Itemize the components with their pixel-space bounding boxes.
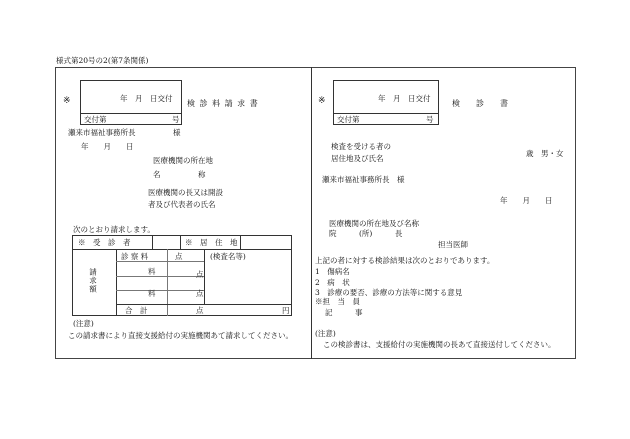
left-honorific: 様	[173, 128, 181, 137]
left-representative-line2: 者及び代表者の氏名	[148, 200, 216, 209]
form-number-label: 様式第20号の2(第7条関係)	[56, 56, 149, 65]
row-label-total: 合 計	[125, 306, 148, 315]
right-note-text: この検診書は、支援給付の実施機関の長あて直接送付してください。	[323, 340, 556, 349]
right-form-title: 検 診 書	[452, 99, 508, 108]
right-date-line: 年 月 日	[500, 196, 553, 205]
left-note-text: この請求書により直接支援給付の実施機関あて請求してください。	[68, 331, 293, 340]
patient-label-line2: 居住地及び氏名	[331, 154, 384, 163]
right-issue-no-label: 交付第	[337, 115, 360, 124]
left-form-title: 検 診 料 請 求 書	[187, 99, 259, 108]
claim-amount-label: 請求額	[88, 268, 98, 294]
left-addressee: 瀬来市福祉事務所長	[68, 128, 136, 137]
right-issue-no-suffix: 号	[426, 115, 434, 124]
test-name-header: (検査名等)	[210, 252, 246, 261]
hospital-director-line: 院 (所) 長	[329, 229, 403, 238]
item-opinion: 3 診療の要否、診療の方法等に関する意見	[315, 288, 463, 297]
remarks: 記 事	[325, 308, 363, 317]
item-diagnosis: 1 傷病名	[315, 267, 350, 276]
row-unit-3: 点	[196, 289, 204, 298]
right-note-heading: (注意)	[315, 329, 336, 338]
left-request-text: 次のとおり請求します。	[73, 225, 155, 234]
examinee-header: ※ 受 診 者	[78, 238, 131, 247]
left-institution-name: 名 称	[153, 170, 206, 179]
patient-label-line1: 検査を受ける者の	[331, 142, 391, 151]
left-note-heading: (注意)	[73, 319, 94, 328]
institution-address-name: 医療機関の所在地及び名称	[329, 219, 419, 228]
row-label-2: 料	[148, 267, 156, 276]
age-sex-field: 歳 男・女	[526, 149, 564, 158]
row-unit-1: 点	[175, 252, 183, 261]
row-unit-total: 点	[196, 306, 204, 315]
staff-in-charge: ※担 当 員	[315, 297, 360, 306]
left-institution-address: 医療機関の所在地	[153, 156, 213, 165]
row-label-1: 診 察 料	[121, 252, 149, 261]
center-divider	[311, 67, 312, 359]
item-condition: 2 病 状	[315, 278, 350, 287]
left-issue-no-suffix: 号	[172, 115, 180, 124]
residence-header: ※ 居 住 地	[185, 238, 238, 247]
left-date-issued: 年 月 日交付	[120, 94, 173, 103]
left-mark: ※	[63, 96, 71, 106]
left-issue-no-label: 交付第	[84, 115, 107, 124]
row-unit-2: 点	[196, 270, 204, 279]
left-date-line: 年 月 日	[81, 142, 134, 151]
exam-intro: 上記の者に対する検診結果は次のとおりであります。	[315, 256, 495, 265]
right-date-issued: 年 月 日交付	[378, 94, 431, 103]
left-representative-line1: 医療機関の長又は開設	[148, 188, 223, 197]
yen-unit: 円	[282, 306, 290, 315]
right-addressee: 瀬来市福祉事務所長 様	[322, 175, 405, 184]
attending-physician: 担当医師	[438, 240, 468, 249]
right-mark: ※	[318, 96, 326, 106]
row-label-3: 料	[148, 289, 156, 298]
